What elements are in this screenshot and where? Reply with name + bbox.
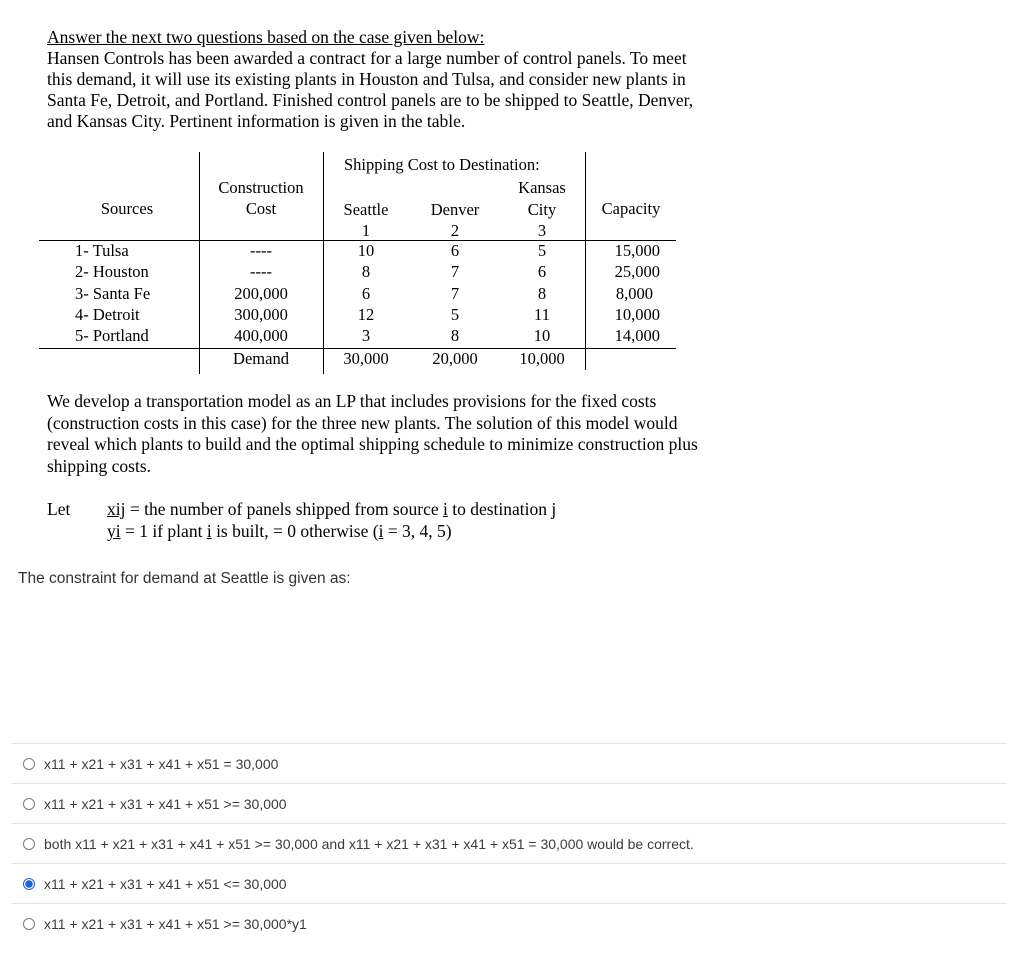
capacity-value: 10,000 xyxy=(614,305,660,324)
case-intro-line: this demand, it will use its existing plants in Houston and Tulsa, and consider new plants in xyxy=(47,69,686,89)
answer-option[interactable] xyxy=(12,903,1007,943)
capacity-value: 25,000 xyxy=(614,262,660,281)
destination-name: Kansas xyxy=(518,178,566,197)
x-definition xyxy=(107,498,556,520)
x-index: i xyxy=(442,499,448,519)
case-intro-line: Santa Fe, Detroit, and Portland. Finished control panels are to be shipped to Seattle, Denver, xyxy=(47,90,694,110)
source-name: 3- Santa Fe xyxy=(75,284,151,303)
cost-denver: 7 xyxy=(450,262,460,281)
cost-kansas-city: 6 xyxy=(537,262,547,281)
x-definition-text: to destination j xyxy=(447,499,557,519)
cost-seattle: 6 xyxy=(361,284,371,303)
y-index: i xyxy=(206,521,212,541)
cost-seattle: 8 xyxy=(361,262,371,281)
table-rule xyxy=(199,152,200,374)
y-definition-text: is built, = 0 otherwise ( xyxy=(211,521,379,541)
answer-label[interactable]: both x11 + x21 + x31 + x41 + x51 >= 30,000 and x11 + x21 + x31 + x41 + x51 = 30,000 would be correct. xyxy=(44,835,694,852)
y-definition-text: = 3, 4, 5) xyxy=(383,521,452,541)
case-header: Answer the next two questions based on the case given below: xyxy=(47,27,485,47)
answer-label[interactable]: x11 + x21 + x31 + x41 + x51 >= 30,000*y1 xyxy=(44,915,307,932)
answer-option[interactable] xyxy=(12,823,1007,863)
destination-name: City xyxy=(527,200,557,219)
cost-kansas-city: 10 xyxy=(533,326,551,345)
cost-denver: 6 xyxy=(450,241,460,260)
destination-name: Denver xyxy=(430,200,480,219)
cost-kansas-city: 8 xyxy=(537,284,547,303)
cost-kansas-city: 11 xyxy=(534,305,550,324)
radio-button[interactable] xyxy=(23,798,35,810)
construction-cost: 300,000 xyxy=(234,305,288,324)
x-variable: xij xyxy=(107,499,126,519)
answer-label[interactable]: x11 + x21 + x31 + x41 + x51 >= 30,000 xyxy=(44,795,287,812)
source-name: 4- Detroit xyxy=(75,305,140,324)
table-rule xyxy=(323,152,324,374)
answer-option[interactable] xyxy=(12,863,1007,903)
y-definition-text: = 1 if plant xyxy=(120,521,207,541)
model-line: reveal which plants to build and the optimal shipping schedule to minimize construction plus xyxy=(47,434,698,454)
cost-seattle: 3 xyxy=(361,326,371,345)
capacity-value: 8,000 xyxy=(615,284,653,303)
answer-label[interactable]: x11 + x21 + x31 + x41 + x51 = 30,000 xyxy=(44,755,279,772)
answer-options xyxy=(12,743,1007,943)
case-text xyxy=(47,27,767,132)
source-name: 5- Portland xyxy=(75,326,149,345)
construction-cost: ---- xyxy=(250,262,272,281)
destination-number: 1 xyxy=(361,221,371,240)
source-name: 1- Tulsa xyxy=(75,241,129,260)
model-line: shipping costs. xyxy=(47,455,152,476)
cost-denver: 5 xyxy=(450,305,460,324)
destination-name: Seattle xyxy=(343,200,389,219)
construction-header: Cost xyxy=(245,199,277,218)
radio-button[interactable] xyxy=(23,758,35,770)
demand-denver: 20,000 xyxy=(432,349,478,368)
demand-seattle: 30,000 xyxy=(343,349,389,368)
radio-button[interactable] xyxy=(23,878,35,890)
model-line: We develop a transportation model as an LP that includes provisions for the fixed costs xyxy=(47,391,657,411)
demand-kansas-city: 10,000 xyxy=(519,349,565,368)
construction-header: Construction xyxy=(218,178,304,197)
cost-seattle: 12 xyxy=(357,305,375,324)
capacity-value: 14,000 xyxy=(614,326,660,345)
variable-definitions xyxy=(107,498,556,542)
capacity-value: 15,000 xyxy=(614,241,660,260)
capacity-header: Capacity xyxy=(601,199,661,218)
question-text: The constraint for demand at Seattle is given as: xyxy=(18,570,351,587)
model-line: (construction costs in this case) for the three new plants. The solution of this model would xyxy=(47,412,678,433)
destination-number: 3 xyxy=(537,221,547,240)
let-label: Let xyxy=(47,499,71,519)
data-table xyxy=(39,152,679,374)
cost-seattle: 10 xyxy=(357,241,375,260)
y-index: i xyxy=(378,521,384,541)
answer-option[interactable] xyxy=(12,743,1007,783)
sources-header: Sources xyxy=(100,199,154,218)
answer-option[interactable] xyxy=(12,783,1007,823)
construction-cost: 200,000 xyxy=(234,284,288,303)
radio-button[interactable] xyxy=(23,838,35,850)
cost-denver: 7 xyxy=(450,284,460,303)
destination-number: 2 xyxy=(450,221,460,240)
y-variable: yi xyxy=(107,521,121,541)
table-rule xyxy=(585,348,586,370)
x-definition-text: = the number of panels shipped from source xyxy=(125,499,443,519)
case-intro-line: Hansen Controls has been awarded a contract for a large number of control panels. To meet xyxy=(47,48,687,68)
radio-button[interactable] xyxy=(23,918,35,930)
cost-denver: 8 xyxy=(450,326,460,345)
source-name: 2- Houston xyxy=(75,262,149,281)
shipping-header: Shipping Cost to Destination: xyxy=(344,155,540,174)
case-intro-line: and Kansas City. Pertinent information is given in the table. xyxy=(47,111,466,131)
table-rule xyxy=(585,152,586,348)
answer-label[interactable]: x11 + x21 + x31 + x41 + x51 <= 30,000 xyxy=(44,875,287,892)
demand-label: Demand xyxy=(233,349,289,368)
cost-kansas-city: 5 xyxy=(537,241,547,260)
construction-cost: ---- xyxy=(250,241,272,260)
y-definition xyxy=(107,520,556,542)
construction-cost: 400,000 xyxy=(234,326,288,345)
model-description xyxy=(47,391,747,477)
